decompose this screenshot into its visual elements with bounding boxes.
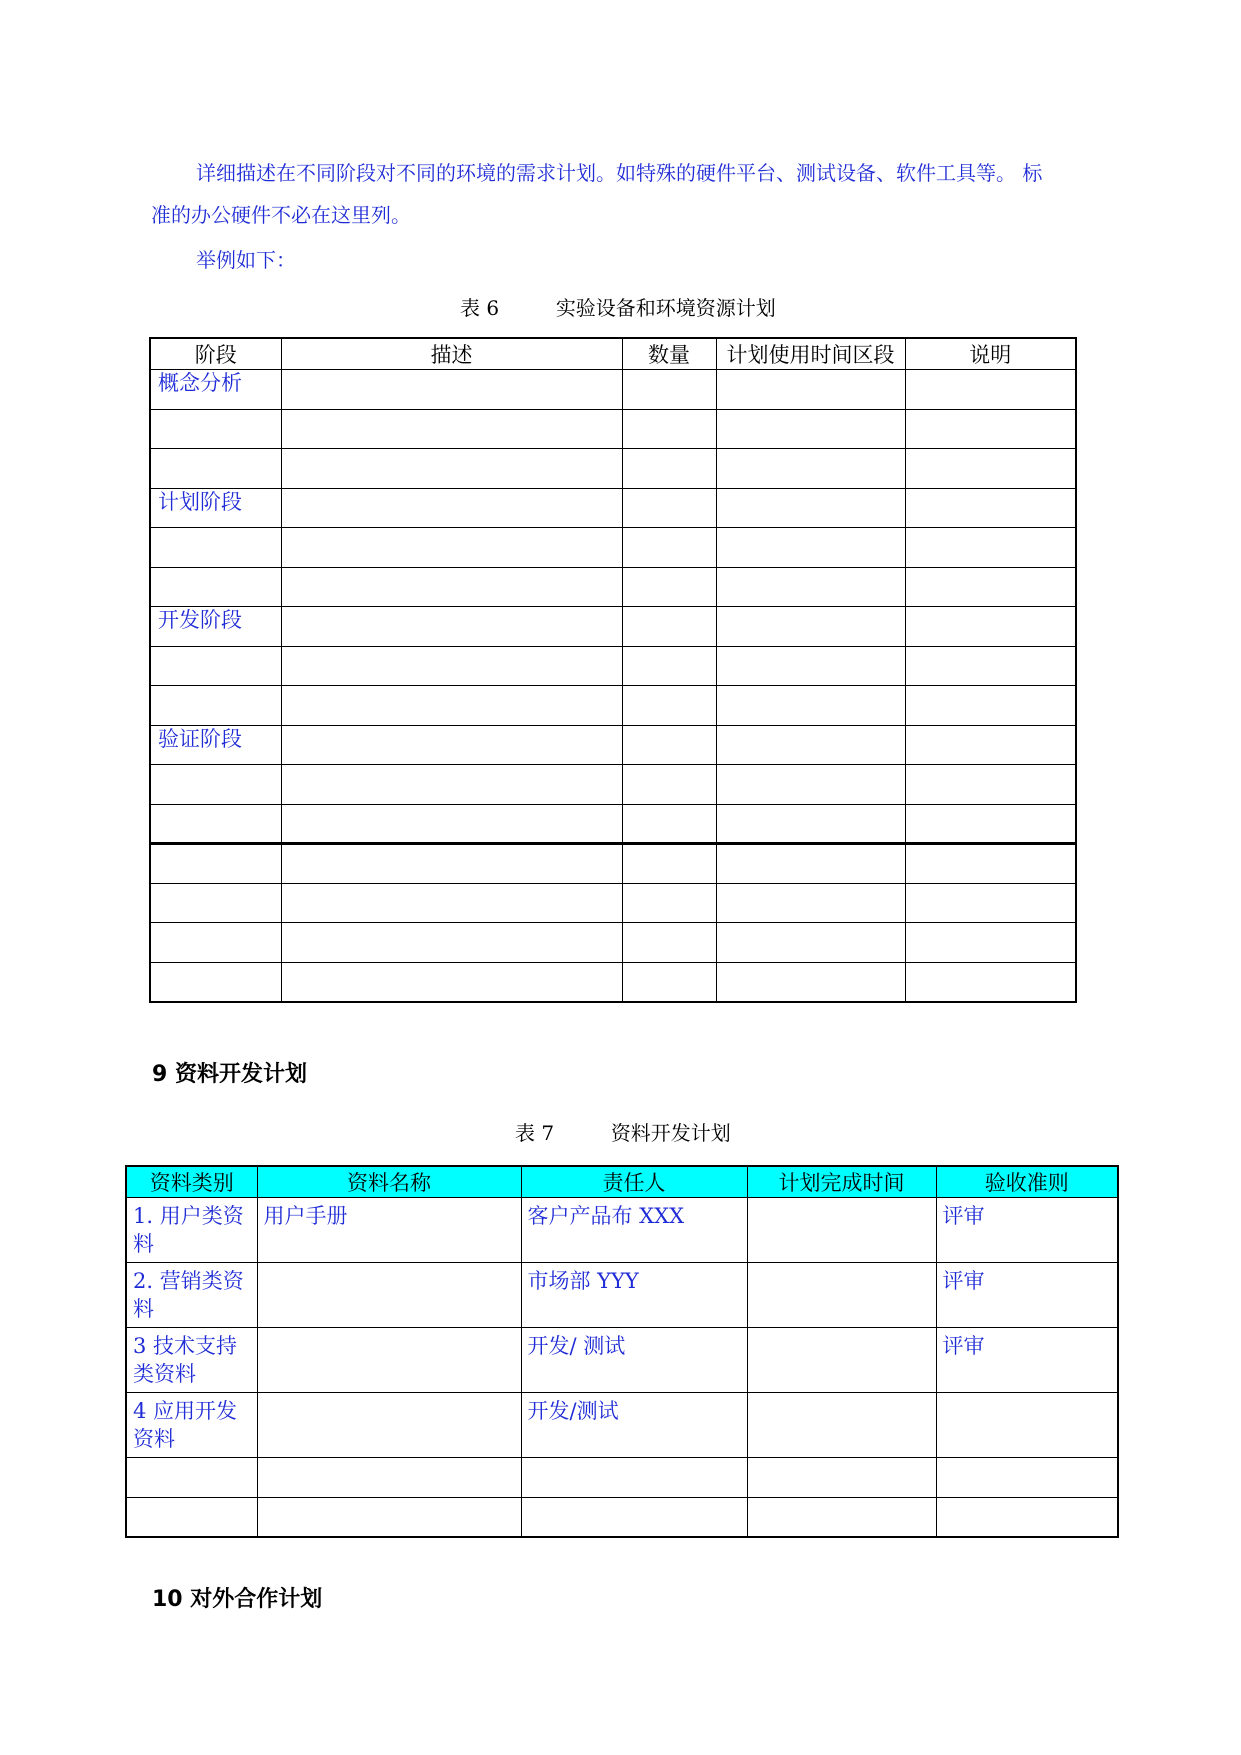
doc-due-time	[747, 1393, 936, 1458]
doc-acceptance: 评审	[936, 1198, 1118, 1263]
table-row	[150, 765, 1076, 805]
doc-owner: 开发/测试	[521, 1393, 747, 1458]
table6-number: 表 6	[460, 296, 500, 320]
intro-line-2: 准的办公硬件不必在这里列。	[151, 203, 411, 227]
doc-due-time	[747, 1198, 936, 1263]
doc-due-time	[747, 1328, 936, 1393]
table-row	[126, 1263, 1118, 1328]
table-row	[150, 528, 1076, 568]
table-row	[126, 1198, 1118, 1263]
header-acceptance: 验收准则	[936, 1166, 1118, 1198]
header-owner: 责任人	[521, 1166, 747, 1198]
table-row	[150, 804, 1076, 844]
doc-acceptance	[936, 1393, 1118, 1458]
table-row	[150, 449, 1076, 489]
doc-name	[257, 1263, 521, 1328]
table-row	[150, 370, 1076, 410]
doc-name	[257, 1328, 521, 1393]
doc-owner: 客户产品布 XXX	[521, 1198, 747, 1263]
table-row	[126, 1497, 1118, 1537]
table-row	[126, 1328, 1118, 1393]
table6-title: 实验设备和环境资源计划	[555, 296, 776, 320]
table7-title: 资料开发计划	[610, 1121, 731, 1145]
section-10-heading: 10 对外合作计划	[152, 1587, 323, 1612]
table-row	[150, 567, 1076, 607]
header-due-time: 计划完成时间	[747, 1166, 936, 1198]
intro-example: 举例如下：	[196, 248, 296, 272]
header-category: 资料类别	[126, 1166, 257, 1198]
equipment-resource-table	[149, 337, 1077, 1003]
phase-verification: 验证阶段	[150, 725, 281, 765]
header-time-range: 计划使用时间区段	[716, 338, 905, 370]
header-doc-name: 资料名称	[257, 1166, 521, 1198]
table-row	[150, 409, 1076, 449]
doc-category: 3 技术支持类资料	[126, 1328, 257, 1393]
table7-caption	[515, 1117, 731, 1146]
doc-acceptance: 评审	[936, 1263, 1118, 1328]
phase-development: 开发阶段	[150, 607, 281, 647]
doc-owner: 市场部 YYY	[521, 1263, 747, 1328]
header-phase: 阶段	[150, 338, 281, 370]
header-quantity: 数量	[622, 338, 716, 370]
doc-acceptance: 评审	[936, 1328, 1118, 1393]
intro-line-1: 详细描述在不同阶段对不同的环境的需求计划。如特殊的硬件平台、测试设备、软件工具等。 标	[196, 161, 1043, 185]
doc-category: 2. 营销类资料	[126, 1263, 257, 1328]
doc-name	[257, 1393, 521, 1458]
doc-due-time	[747, 1263, 936, 1328]
phase-planning: 计划阶段	[150, 488, 281, 528]
table-row	[150, 686, 1076, 726]
documentation-plan-table	[125, 1165, 1119, 1538]
phase-concept-analysis: 概念分析	[150, 370, 281, 410]
table-row	[150, 488, 1076, 528]
table-row	[126, 1393, 1118, 1458]
table-row	[126, 1458, 1118, 1498]
table-header-row	[150, 338, 1076, 370]
table-row	[150, 646, 1076, 686]
header-description: 描述	[281, 338, 622, 370]
table-row	[150, 962, 1076, 1002]
table-header-row	[126, 1166, 1118, 1198]
table-row	[150, 923, 1076, 963]
section-9-heading: 9 资料开发计划	[152, 1062, 307, 1087]
table6-caption	[460, 292, 776, 321]
table-row	[150, 607, 1076, 647]
table-row	[150, 725, 1076, 765]
header-note: 说明	[905, 338, 1076, 370]
table7-number: 表 7	[515, 1121, 555, 1145]
doc-category: 1. 用户类资料	[126, 1198, 257, 1263]
table-row	[150, 844, 1076, 884]
table-row	[150, 883, 1076, 923]
doc-name: 用户手册	[257, 1198, 521, 1263]
doc-owner: 开发/ 测试	[521, 1328, 747, 1393]
doc-category: 4 应用开发资料	[126, 1393, 257, 1458]
